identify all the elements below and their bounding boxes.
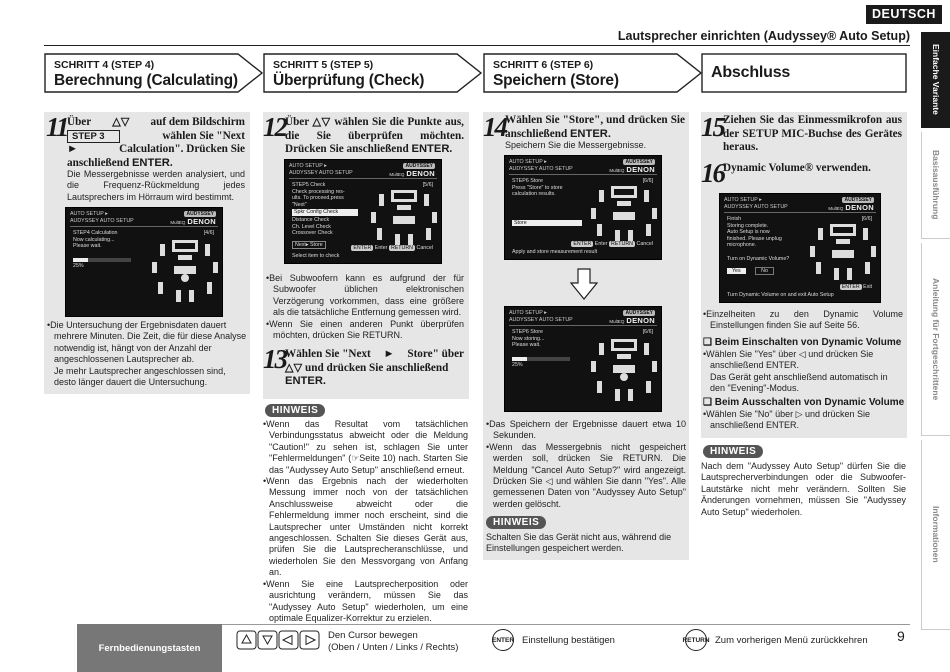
step16-bullet: •Einzelheiten zu den Dynamic Volume Einstellungen finden Sie auf Seite 56. <box>703 309 903 331</box>
step13-number: 13 <box>263 344 286 374</box>
step11-number: 11 <box>46 112 68 142</box>
side-tab-einfache-variante[interactable]: Einfache Variante <box>921 32 950 128</box>
step14-bullets: •Das Speichern der Ergebnisse dauert etwa 10 Sekunden. •Wenn das Messergebnis nicht gespeichert werden soll, drücken Sie RETURN. Die Meldung "Cancel Auto Setup?" wird angezeigt. Drücken Sie ◁ und wählen Sie dann "Yes". Alle gemessenen Daten von "Audyssey Auto Setup" werden gelöscht. <box>486 419 686 509</box>
finish-hinweis: Nach dem "Audyssey Auto Setup" dürfen Sie die Lautsprecherverbindungen oder die Subwoofer-Lautstärke nicht mehr verändern. Sollten Sie Änderungen vornehmen, müssen Sie "Audyssey Auto Setup" wiederholen. <box>701 461 906 517</box>
step12-number: 12 <box>263 112 286 142</box>
step14-number: 14 <box>483 112 506 142</box>
dynamic-volume-on-heading: ❑ Beim Einschalten von Dynamic Volume <box>703 337 902 348</box>
page-number: 9 <box>897 628 905 644</box>
osd-item-distance[interactable]: Distance Check <box>292 216 330 223</box>
cursor-keys-desc: Den Cursor bewegen (Oben / Unten / Links / Rechts) <box>328 630 459 653</box>
heading-divider <box>44 45 910 46</box>
speaker-layout-icon <box>150 238 220 308</box>
osd-no-button[interactable]: No <box>755 267 774 276</box>
osd-item-level[interactable]: Ch. Level Check <box>292 223 331 230</box>
dynamic-volume-on-steps: •Wählen Sie "Yes" über ◁ und drücken Sie anschließend ENTER. Das Gerät geht anschließend automatisch in den "Evening"-Modus. <box>703 349 888 394</box>
step14-hinweis: Schalten Sie das Gerät nicht aus, während die Einstellungen gespeichert werden. <box>486 532 672 554</box>
hinweis-step12-notes: •Wenn das Resultat vom tatsächlichen Verbindungsstatus abweicht oder die Meldung "Caution!" zu sehen ist, schlagen Sie unter "Fehlermeldungen" (☞Seite 10) nach. Starten Sie das "Audyssey Auto Setup" anschließend erneut. •Wenn das Ergebnis nach der wiederholten Messung immer noch von der tatsächlichen Anschlussweise abweicht oder die Fehlermeldung immer noch erscheint, sind die Lautsprecher unter Umständen nicht korrekt angeschlossen. Schalten Sie dieses Gerät aus, prüfen Sie die Lautsprecheranschlüsse, und wiederholen Sie den Messvorgang von Anfang an. •Wenn Sie eine Lautsprecherposition oder ausrichtung verändern, müssen Sie das "Audyssey Auto Setup" wiederholen, um eine optimale Equalizer-Korrektur zu erzielen. <box>263 419 468 623</box>
return-desc: Zum vorherigen Menü zurückkehren <box>715 635 868 646</box>
finish-header: Abschluss <box>701 53 907 93</box>
step15-instruction: Ziehen Sie das Einmessmikrofon aus der SETUP MIC-Buchse des Gerätes heraus. <box>723 114 902 153</box>
hinweis-badge: HINWEIS <box>703 445 763 458</box>
step13-instruction: Wählen Sie "Next ► Store" über △▽ und drücken Sie anschließend ENTER. <box>285 348 464 387</box>
dynamic-volume-off-heading: ❑ Beim Ausschalten von Dynamic Volume <box>703 397 905 408</box>
speaker-layout-icon <box>589 184 659 246</box>
step12-instruction: Über △▽ wählen Sie die Punkte aus, die Sie überprüfen möchten. Drücken Sie anschließend ENTER. <box>285 116 464 155</box>
step16-number: 16 <box>701 158 724 188</box>
side-tab-informationen[interactable]: Informationen <box>921 440 950 630</box>
step14-instruction: Wählen Sie "Store", und drücken Sie anschließend ENTER. <box>505 114 685 140</box>
step5-header: SCHRITT 5 (STEP 5) Überprüfung (Check) <box>263 53 485 93</box>
side-tab-basisausfuehrung[interactable]: Basisausführung <box>921 132 950 239</box>
step3-key: STEP 3 <box>67 130 120 143</box>
step11-bullets: •Die Untersuchung der Ergebnisdaten dauert mehrere Minuten. Die Zeit, die für diese Analyse notwendig ist, hängt von der Anzahl der angeschlossenen Lautsprecher ab. Je mehr Lautsprecher angeschlossen sind, desto länger dauert die Untersuchung. <box>47 320 247 388</box>
step12-osd-screen: AUTO SETUP ▸ AUDYSSEY AUTO SETUP AUDYSSEY MultEQ DENON STEP5 Check Check processing res- ults. To proceed,press "Next" Spkr Config Check Distance Check Ch. Level Check Crossover Check Next▸ Store [5/6] ENTER Enter RETURN Cancel Select item to check <box>284 159 442 264</box>
osd-store-item[interactable]: Store <box>512 220 582 227</box>
step16-osd-screen: AUTO SETUP ▸ AUDYSSEY AUTO SETUP AUDYSSEY MultEQ DENON Finish Storing complete. Auto Setup is now finished. Please unplug microphone. Turn on Dynamic Volume? Yes No [6/6] ENTER Exit Turn Dynamic Volume on and exit Auto Setup <box>719 193 881 303</box>
speaker-layout-icon <box>808 222 878 284</box>
hinweis-badge: HINWEIS <box>265 404 325 417</box>
side-tab-fortgeschrittene[interactable]: Anleitung für Fortgeschrittene <box>921 243 950 436</box>
step16-instruction: Dynamic Volume® verwenden. <box>723 162 871 174</box>
enter-button-icon: ENTER <box>492 629 514 651</box>
remote-keys-label: Fernbedienungstasten <box>77 624 222 672</box>
hinweis-badge: HINWEIS <box>486 516 546 529</box>
speaker-layout-icon <box>369 188 439 250</box>
dynamic-volume-off-steps: •Wählen Sie "No" über ▷ und drücken Sie anschließend ENTER. <box>703 409 871 431</box>
cursor-keys-icon <box>236 630 322 650</box>
step11-note: Die Messergebnisse werden analysiert, und die Frequenz-Rückmeldung jedes Lautsprechers im Hörraum wird bestimmt. <box>67 169 245 202</box>
step11-osd-screen: AUTO SETUP ▸ AUDYSSEY AUTO SETUP AUDYSSEY MultEQ DENON STEP4 Calculation Now calculating... Please wait. [4/6] 25% <box>65 207 223 317</box>
step4-header: SCHRITT 4 (STEP 4) Berechnung (Calculating) <box>44 53 266 93</box>
enter-desc: Einstellung bestätigen <box>522 635 615 646</box>
step11-instruction: Über △▽ auf dem Bildschirm STEP 3 wählen Sie "Next ► Calculation". Drücken Sie anschließend ENTER. <box>67 116 245 169</box>
step6-header: SCHRITT 6 (STEP 6) Speichern (Store) <box>483 53 705 93</box>
osd-yes-button[interactable]: Yes <box>727 268 746 275</box>
arrow-down-icon <box>570 268 598 300</box>
step14-note: Speichern Sie die Messergebnisse. <box>505 140 647 150</box>
step14-osd-screen-store: AUTO SETUP ▸ AUDYSSEY AUTO SETUP AUDYSSEY MultEQ DENON STEP6 Store Press "Store" to store calculation results. Store [6/6] ENTER Enter RETURN Cancel Apply and store measurement result <box>504 155 662 260</box>
calc-progress-bar <box>73 258 131 262</box>
osd-next-store[interactable]: Next▸ Store <box>292 241 326 250</box>
step14-osd-screen-storing: AUTO SETUP ▸ AUDYSSEY AUTO SETUP AUDYSSEY MultEQ DENON STEP6 Store Now storing... Please wait. [6/6] 25% <box>504 306 662 412</box>
page-title: Lautsprecher einrichten (Audyssey® Auto Setup) <box>617 29 910 43</box>
language-badge: DEUTSCH <box>866 5 942 24</box>
speaker-layout-icon <box>589 337 659 407</box>
osd-item-crossover[interactable]: Crossover Check <box>292 230 333 237</box>
osd-item-spkr-config[interactable]: Spkr Config Check <box>292 209 358 216</box>
store-progress-bar <box>512 357 570 361</box>
step12-bullets: •Bei Subwoofern kann es aufgrund der für Subwoofer üblichen elektronischen Verzögerung vorkommen, dass eine größere als die tatsächliche Entfernung gemessen wird. •Wenn Sie einen anderen Punkt überprüfen möchten, drücken Sie RETURN. <box>266 273 464 341</box>
step15-number: 15 <box>701 112 724 142</box>
return-button-icon: RETURN <box>685 629 707 651</box>
